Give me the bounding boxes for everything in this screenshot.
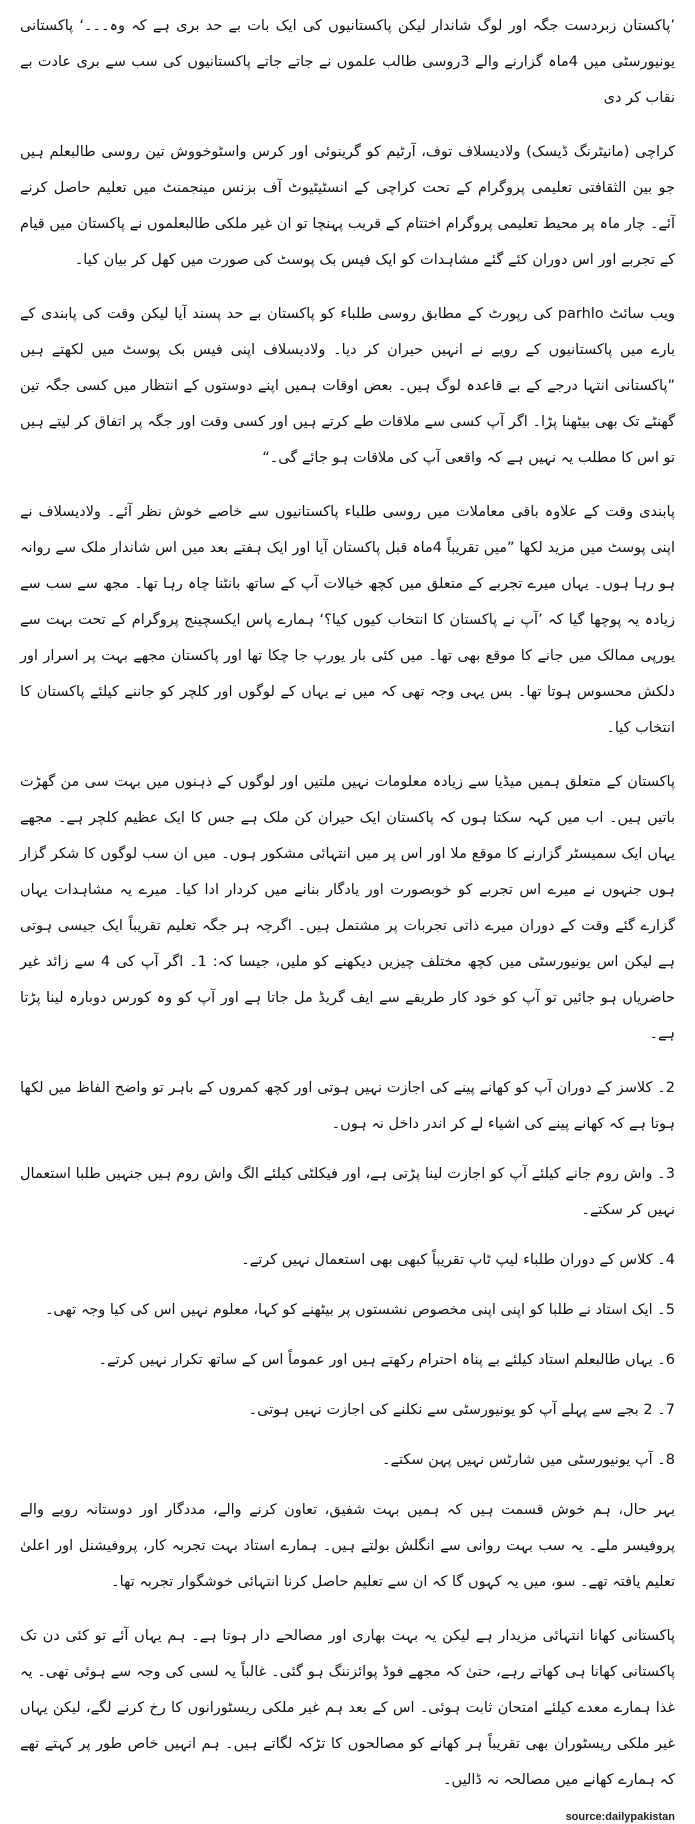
source-credit: source:dailypakistan [565, 1811, 675, 1823]
observations-paragraph: پاکستان کے متعلق ہمیں میڈیا سے زیادہ معلومات نہیں ملتیں اور لوگوں کے ذہنوں میں بہت سی من گھڑت باتیں ہیں۔ اب میں کہہ سکتا ہوں کہ پاکستان ایک حیران کن ملک ہے جس کا ایک عظیم کلچر ہے۔ مجھے یہاں ایک سمیسٹر گزارنے کا موقع ملا اور اس پر میں انتہائی مشکور ہوں۔ میں ان سب لوگوں کا شکر گزار ہوں جنہوں نے میرے اس تجربے کو خوبصورت اور یادگار بنانے میں کردار ادا کیا۔ میرے یہ مشاہدات یہاں گزارے گئے وقت کے دوران میرے ذاتی تجربات پر مشتمل ہیں۔ اگرچہ ہر جگہ تعلیم تقریباً ایک جیسی ہوتی ہے لیکن اس یونیورسٹی میں کچھ مختلف چیزیں دیکھنے کو ملیں، جیسا کہ: 1۔ اگر آپ کی 4 سے زائد غیر حاضریاں ہو جائیں تو آپ کو خود کار طریقے سے ایف گریڈ مل جاتا ہے اور آپ کو وہ کورس دوبارہ لینا پڑتا ہے۔ [20, 774, 676, 1042]
food-paragraph: پاکستانی کھانا انتہائی مزیدار ہے لیکن یہ بہت بھاری اور مصالحے دار ہوتا ہے۔ ہم یہاں آئے تو کئی دن تک پاکستانی کھانا ہی کھاتے رہے، حتیٰ کہ مجھے فوڈ پوائزننگ ہو گئی۔ غالباً یہ لسی کی وجہ سے ہوئی تھی۔ یہ غذا ہمارے معدے کیلئے امتحان ثابت ہوئی۔ اس کے بعد ہم غیر ملکی ریسٹورانوں کا رخ کرنے لگے، لیکن یہاں غیر ملکی ریسٹوران بھی تقریباً ہر کھانے کو مصالحوں کا تڑکہ لگاتے ہیں۔ ہم انہیں خاص طور پر کہتے تھے کہ ہمارے کھانے میں مصالحہ نہ ڈالیں۔ [20, 1628, 675, 1788]
list-item: 7۔ 2 بجے سے پہلے آپ کو یونیورسٹی سے نکلنے کی اجازت نہیں ہوتی۔ [248, 1402, 675, 1418]
professors-paragraph: بہر حال، ہم خوش قسمت ہیں کہ ہمیں بہت شفیق، تعاون کرنے والے، مددگار اور دوستانہ رویے والے پروفیسر ملے۔ یہ سب بہت روانی سے انگلش بولتے ہیں۔ ہمارے استاد بہت تجربہ کار، پروفیشنل اور اعلیٰ تعلیم یافتہ تھے۔ سو، میں یہ کہوں گا کہ ان سے تعلیم حاصل کرنا انتہائی خوشگوار تجربہ تھا۔ [20, 1502, 675, 1590]
headline-paragraph: ’پاکستان زبردست جگہ اور لوگ شاندار لیکن پاکستانیوں کی ایک بات بے حد بری ہے کہ وہ۔۔۔‘ پاکستانی یونیورسٹی میں 4ماہ گزارنے والے 3روسی طالب علموں نے جاتے جاتے پاکستانیوں کی سب سے بری عادت بے نقاب کر دی [20, 18, 675, 106]
list-item: 3۔ واش روم جانے کیلئے آپ کو اجازت لینا پڑتی ہے، اور فیکلٹی کیلئے الگ واش روم ہیں جنہیں طلبا استعمال نہیں کر سکتے۔ [20, 1166, 675, 1218]
list-item: 8۔ آپ یونیورسٹی میں شارٹس نہیں پہن سکتے۔ [381, 1452, 675, 1468]
list-item: 6۔ یہاں طالبعلم استاد کیلئے بے پناہ احترام رکھتے ہیں اور عموماً اس کے ساتھ تکرار نہیں کرتے۔ [98, 1352, 675, 1368]
intro-paragraph: کراچی (مانیٹرنگ ڈیسک) ولادیسلاف توف، آرٹیم کو گرینوئی اور کرس واسٹوخووش تین روسی طالبعلم ہیں جو بین الثقافتی تعلیمی پروگرام کے تحت کراچی کے انسٹیٹیوٹ آف بزنس مینجمنٹ میں تعلیم حاصل کرنے آئے۔ چار ماہ پر محیط تعلیمی پروگرام اختتام کے قریب پہنچا تو ان غیر ملکی طالبعلموں نے پاکستان میں قیام کے تجربے اور اس دوران کئے گئے مشاہدات کو ایک فیس بک پوسٹ کی صورت میں کھل کر بیان کیا۔ [20, 144, 675, 268]
punctuality-paragraph: ویب سائٹ parhlo کی رپورٹ کے مطابق روسی طلباء کو پاکستان بے حد پسند آیا لیکن وقت کی پابندی کے بارے میں پاکستانیوں کے رویے نے انہیں حیران کر دیا۔ ولادیسلاف اپنی فیس بک پوسٹ میں لکھتے ہیں ”پاکستانی انتہا درجے کے بے قاعدہ لوگ ہیں۔ بعض اوقات ہمیں اپنے دوستوں کے انتظار میں کسی جگہ تین گھنٹے تک بھی بیٹھنا پڑا۔ اگر آپ کسی سے ملاقات طے کرتے ہیں اور کسی وقت اور جگہ پر اتفاق کر لیتے ہیں تو اس کا مطلب یہ نہیں ہے کہ واقعی آپ کی ملاقات ہو جائے گی۔“ [20, 306, 675, 466]
list-item: 4۔ کلاس کے دوران طلباء لیپ ٹاپ تقریباً کبھی بھی استعمال نہیں کرتے۔ [241, 1252, 675, 1268]
list-item: 5۔ ایک استاد نے طلبا کو اپنی اپنی مخصوص نشستوں پر بیٹھنے کو کہا، معلوم نہیں اس کی کیا وجہ تھی۔ [44, 1302, 675, 1318]
experience-paragraph: پابندی وقت کے علاوہ باقی معاملات میں روسی طلباء پاکستانیوں سے خاصے خوش نظر آئے۔ ولادیسلاف نے اپنی پوسٹ میں مزید لکھا ”میں تقریباً 4ماہ قبل پاکستان آیا اور ایک ہفتے بعد میں اس شاندار ملک سے روانہ ہو رہا ہوں۔ یہاں میرے تجربے کے متعلق میں کچھ خیالات آپ کے ساتھ بانٹنا چاہ رہا تھا۔ مجھ سے سب سے زیادہ یہ پوچھا گیا کہ ’آپ نے پاکستان کا انتخاب کیوں کیا؟‘ ہمارے پاس ایکسچینج پروگرام کے تحت بہت سے یورپی ممالک میں جانے کا موقع بھی تھا۔ میں کئی بار یورپ جا چکا تھا اور پاکستان مجھے بہت پر اسرار اور دلکش محسوس ہوتا تھا۔ بس یہی وجہ تھی کہ میں نے یہاں کے لوگوں اور کلچر کو جاننے کیلئے پاکستان کا انتخاب کیا۔ [20, 504, 675, 736]
list-item: 2۔ کلاسز کے دوران آپ کو کھانے پینے کی اجازت نہیں ہوتی اور کچھ کمروں کے باہر تو واضح الفاظ میں لکھا ہوتا ہے کہ کھانے پینے کی اشیاء لے کر اندر داخل نہ ہوں۔ [20, 1080, 675, 1132]
article-body [20, 0, 675, 1824]
